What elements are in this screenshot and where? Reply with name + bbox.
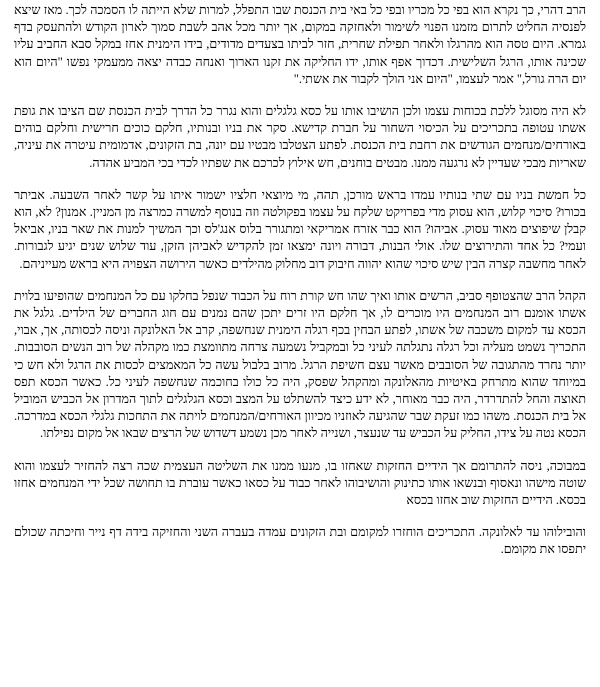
paragraph: במבוכה, ניסה להתרומם אך הידיים החזקות שאחזו בו, מנעו ממנו את השליטה העצמית שכה רצה להחזיר לעצמו והוא שוטה מישהו ונאסוף ובנשאו אותו כתינוק והושיבוהו לאחר כבוד על כסאו כאשר עוברת בו תחושה שכל ידי המנחמים אחזו בכסא. הידיים החזקות שוב אחזו בכסא	[14, 458, 586, 508]
paragraph: הרב דהרי, כך נקרא הוא בפי כל מכריו ובפי כל באי בית הכנסת שבו התפלל, למרות שלא הייתה לו הסמכה לכך. מאז שיצא לפנסיה החליט לתרום מזמנו הפנוי לשימור ולאחזקה במקום, אך יותר מכל אהב לשבת סמוך לארון הקודש ולהתעסק בדף גמרא. היום טסה הוא מהרגלו ולאחר תפילת שחרית, חזר לביתו בצעדים מדודים, בידו הימנית אחז במקל סבא החביב עליו שכינה אותו, הרגל השלישית. דכדוך אפף אותו, ידו החליקה את זקנו הארוך ואנחה כבדה יצאה ממעמקי נפשו "היום הוא יום הרה גורל," אמר לעצמו, "היום אני הולך לקבור את אשתי."	[14, 3, 586, 86]
paragraph: הקהל הרב שהצטופף סביב, הרשים אותו ואיך שהו חש קורת רוח על הכבוד שנפל בחלקו עם כל המנחמים שהופיעו בלוית אשתו אומנם רוב המנחמים היו מוכרים לו, אך חלקם היו זרים יתכן שהם נמנים עם חוג החברים של הילדים. גלגל את הכסא עד למקום משכבה של אשתו, לפתע הבחין בכף רגלה הימנית שנחשפה, קרב אל האלונקה וניסה לכסותה, אך, אבוי, התכריך נשמט מעליה וכל רגלה נתגלתה לעיני כל ובמקביל נשמעה צרחה מתוומצת כמו מקהלה של רוב הנשים הסובבות. יותר נחרד מהתגובה של הסובבים מאשר עצם חשיפת הרגל. מרוב בלבול עשה כל המאמצים לכסות את הרגל ולא חש כי במיוחד שהוא מתרחק באיטיות מהאלונקה ומהקהל שפסק, היה כל כולו בחוכמה שנחשפה לעיני כל. כאשר הכסא תפס תאוצה והחל להתדרדר, היה כבר מאוחר, לא ידע כיצד להשתלט על המצב וכסא הגלגלים לתוך המדרון אל הכביש המוביל אל בית הכנסת. משהו כמו זעקת שבר שהגיעה לאוזניו מכיוון האורחים/המנחמים לויתה את התחכות גלגלי הכסא במדרכה. הכסא נטה על צידו, החליק על הכביש עד שנעצר, ושנייה לאחר מכן נשמע דשדוש של הרצים שבאו אל מקום נפילתו.	[14, 288, 586, 441]
paragraph: לא היה מסוגל ללכת בכוחות עצמו ולכן הושיבו אותו על כסא גלגלים והוא נגרר כל הדרך לבית הכנסת שם הציבו את גופת אשתו עטופה בתכריכים על הכיסוי השחור על חברת קדישא. סקר את בניו ובנותיו, חלקם כוכים חרישית וחלקם בוהים באורחים/מנחמים הגודשים את רחבת בית הכנסת. לפתע הצטלבו מבטיו עם יונה, בת הזקונים, אדמומית עיטרה את עיניה, שאריות מבכי שעדיין לא נרגעה ממנו. מבטים בוחנים, חש אילוץ לכרכם את שפתיו לכדי בכי המביע אהדה.	[14, 104, 586, 170]
paragraph: כל חמשת בניו עם שתי בנותיו עמדו בראש מורכן, תהה, מי מיוצאי חלציו ישמור איתו על קשר לאחר השבעה. אביתר בכורו? סיכוי קלוש, הוא עסוק מדי בפרויקט שלקח על עצמו בפקולטה וזה בנוסף למשרה כמרצה מן המניין. אמנון? לא, הוא קבלן שיפוצים מאוד עסוק. אביהו? הוא כבר אזרח אמריקאי ומתגורר בלוס אנג'לס וכך המשיך למנות את שאר בניו, אביאל ועמי? כל אחד והתירוצים שלו. אולי הבנות, דבורה ויונה ימצאו זמן להקדיש לאביהן הזקן, עוד שלוש שנים יגיע לגבורות. לאחר מחשבה קצרה הבין שיש סיכוי שהוא יהווה חיבוק דוב מחלוק מהילדים כאשר הירושה הצפויה היא בראש מעייניהם.	[14, 187, 586, 271]
paragraph: והובילוהו עד לאלונקה. התכריכים הוחזרו למקומם ובת הזקונים עמדה בעברה השני והחזיקה בידה דף נייר וחיכתה שכולם יתפסו את מקומם.	[14, 525, 586, 557]
